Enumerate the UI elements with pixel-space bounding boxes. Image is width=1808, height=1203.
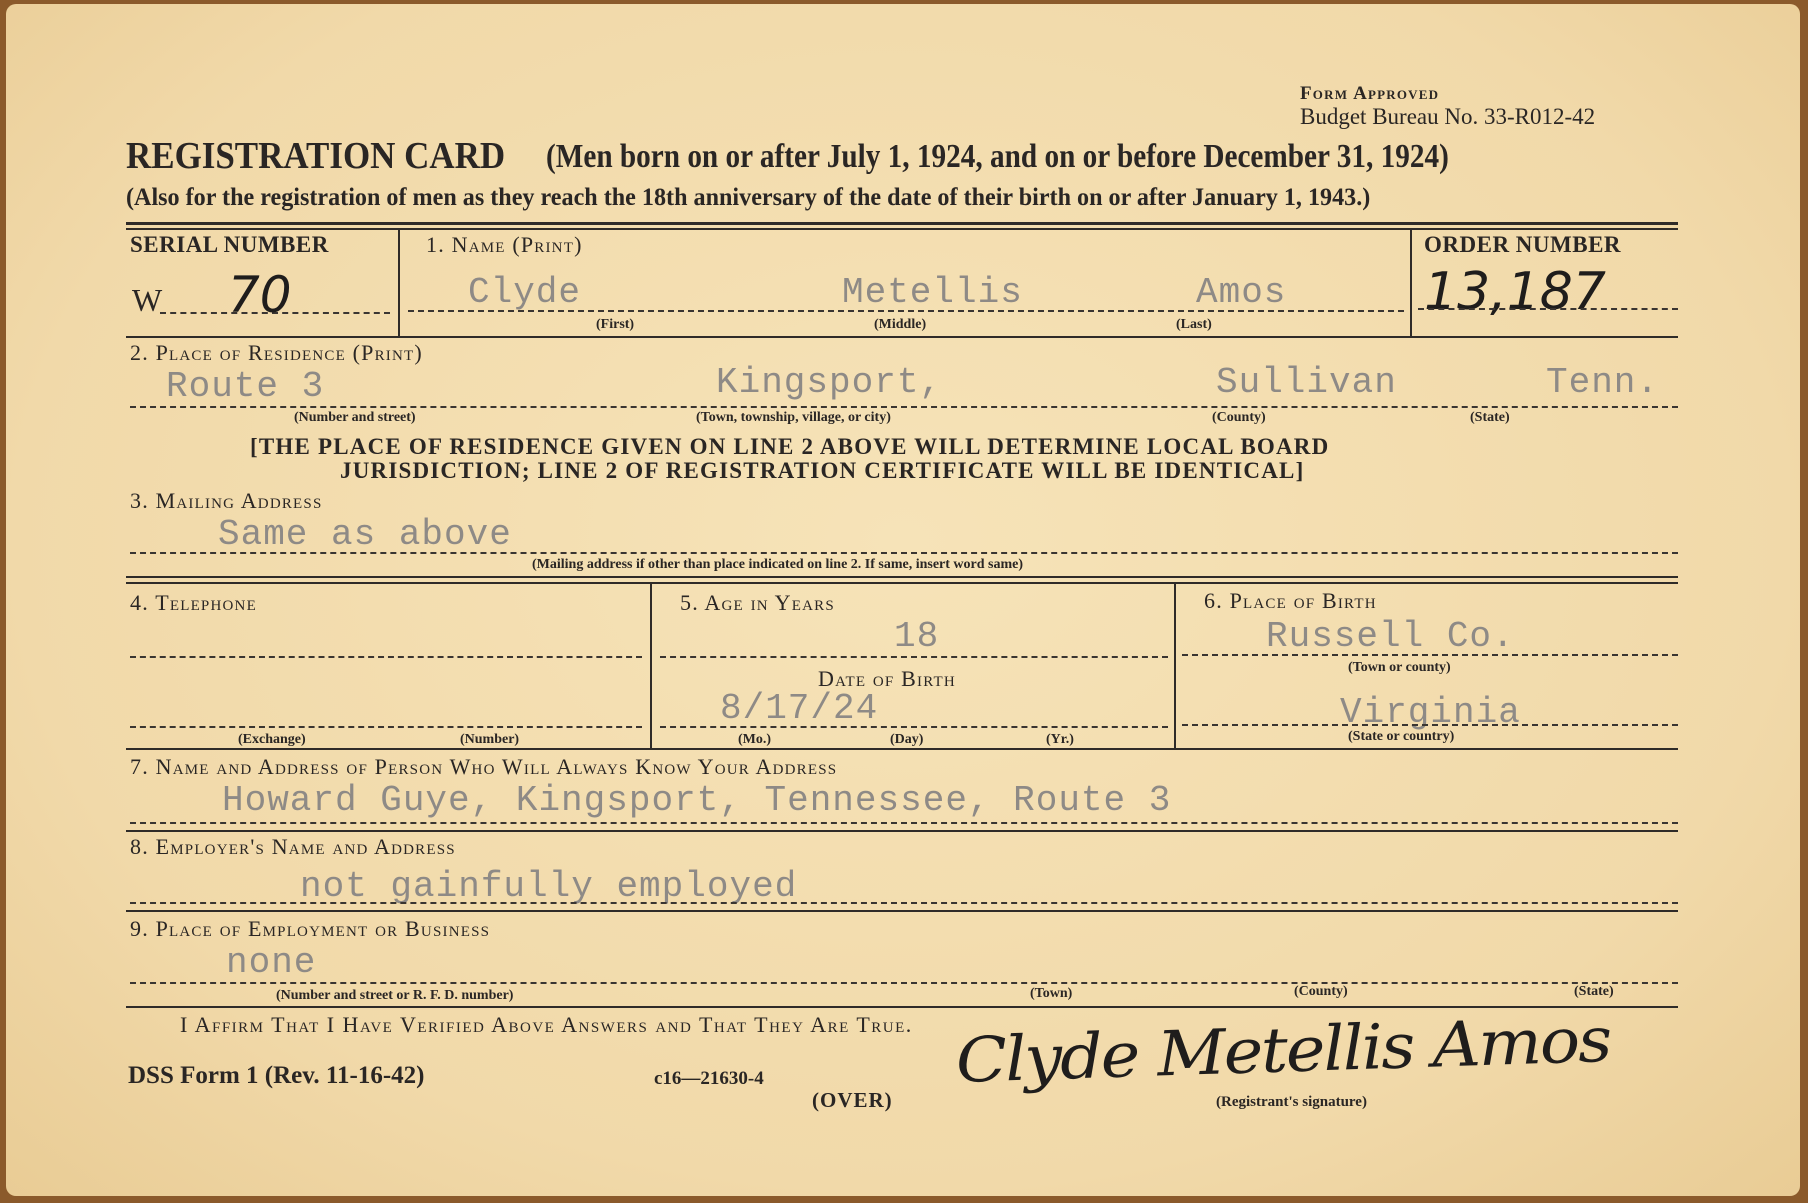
employment-label: 9. Place of Employment or Business [130,916,491,941]
form-id: DSS Form 1 (Rev. 11-16-42) [128,1062,425,1089]
contact-value: Howard Guye, Kingsport, Tennessee, Route 3 [222,780,1172,821]
divider [398,230,400,336]
rule [126,748,1678,750]
caption-month: (Mo.) [738,732,772,747]
caption-mailing: (Mailing address if other than place indicated on line 2. If same, insert word same) [532,557,1024,572]
caption-middle: (Middle) [874,317,927,332]
rule [660,656,1168,658]
print-code: c16—21630-4 [654,1068,764,1089]
caption-last: (Last) [1176,317,1212,332]
rule [408,310,1404,312]
rule [130,822,1678,824]
date-of-birth: 8/17/24 [720,688,879,729]
rule [130,406,1678,408]
caption-employment-town: (Town) [1030,986,1073,1001]
dob-label: Date of Birth [818,666,956,691]
age-label: 5. Age in Years [680,590,835,615]
caption-employment-street: (Number and street or R. F. D. number) [276,988,514,1003]
rule [126,336,1678,338]
rule [126,576,1678,578]
mailing-address: Same as above [218,514,512,555]
caption-year: (Yr.) [1046,732,1074,747]
employer-label: 8. Employer's Name and Address [130,834,456,859]
rule [1418,308,1678,310]
rule [1182,724,1678,726]
divider [1174,584,1176,748]
serial-number: 70 [228,266,292,324]
rule [660,726,1168,728]
last-name: Amos [1196,272,1287,313]
caption-phone-number: (Number) [460,732,520,747]
residence-town: Kingsport, [716,362,943,403]
caption-employment-county: (County) [1294,984,1348,999]
registrant-signature: Clyde Metellis Amos [954,1002,1612,1097]
affirmation: I Affirm That I Have Verified Above Answers and That They Are True. [180,1012,913,1037]
serial-prefix: W [132,282,163,318]
card-subtitle-2: (Also for the registration of men as they reach the 18th anniversary of the date of their birth on or after January 1, 1943.) [126,184,1371,211]
caption-state: (State) [1470,410,1510,425]
registration-card [6,4,1800,1196]
caption-town: (Town, township, village, or city) [696,410,891,425]
residence-county: Sullivan [1216,362,1397,403]
rule [126,222,1678,225]
divider [650,584,652,748]
serial-label: SERIAL NUMBER [130,232,329,257]
rule [130,552,1678,554]
rule [130,726,642,728]
mailing-label: 3. Mailing Address [130,488,323,513]
rule [126,228,1678,230]
caption-county: (County) [1212,410,1266,425]
budget-bureau: Budget Bureau No. 33-R012-42 [1300,104,1596,129]
caption-street: (Number and street) [294,410,416,425]
birth-county: Russell Co. [1266,616,1515,657]
caption-employment-state: (State) [1574,984,1614,999]
birth-state: Virginia [1340,692,1521,733]
rule [130,982,1678,984]
employer-value: not gainfully employed [300,866,798,907]
middle-name: Metellis [842,272,1023,313]
card-title: REGISTRATION CARD [126,135,506,177]
caption-first: (First) [596,317,635,332]
residence-label: 2. Place of Residence (Print) [130,340,423,365]
telephone-label: 4. Telephone [130,590,257,615]
first-name: Clyde [468,272,582,313]
age-value: 18 [894,616,940,657]
residence-state: Tenn. [1546,362,1660,403]
rule [1182,654,1678,656]
caption-exchange: (Exchange) [238,732,306,747]
residence-notice-1: [THE PLACE OF RESIDENCE GIVEN ON LINE 2 ABOVE WILL DETERMINE LOCAL BOARD [250,434,1330,459]
name-label: 1. Name (Print) [426,232,583,257]
contact-label: 7. Name and Address of Person Who Will Always Know Your Address [130,754,838,779]
caption-birth-county: (Town or county) [1348,660,1451,675]
caption-day: (Day) [890,732,924,747]
caption-signature: (Registrant's signature) [1216,1094,1367,1110]
order-label: ORDER NUMBER [1424,232,1622,257]
employment-value: none [226,942,317,983]
form-approved: Form Approved [1300,83,1440,104]
rule [126,582,1678,584]
card-subtitle: (Men born on or after July 1, 1924, and on or before December 31, 1924) [546,138,1449,175]
caption-birth-state: (State or country) [1348,729,1455,744]
divider [1410,230,1412,336]
residence-street: Route 3 [166,366,325,407]
rule [130,656,642,658]
residence-notice-2: JURISDICTION; LINE 2 OF REGISTRATION CERTIFICATE WILL BE IDENTICAL] [340,458,1305,483]
order-number: 13,187 [1424,262,1606,322]
birthplace-label: 6. Place of Birth [1204,588,1377,613]
rule [126,910,1678,912]
over-notice: (OVER) [812,1088,893,1112]
rule [130,902,1678,904]
rule [126,830,1678,832]
